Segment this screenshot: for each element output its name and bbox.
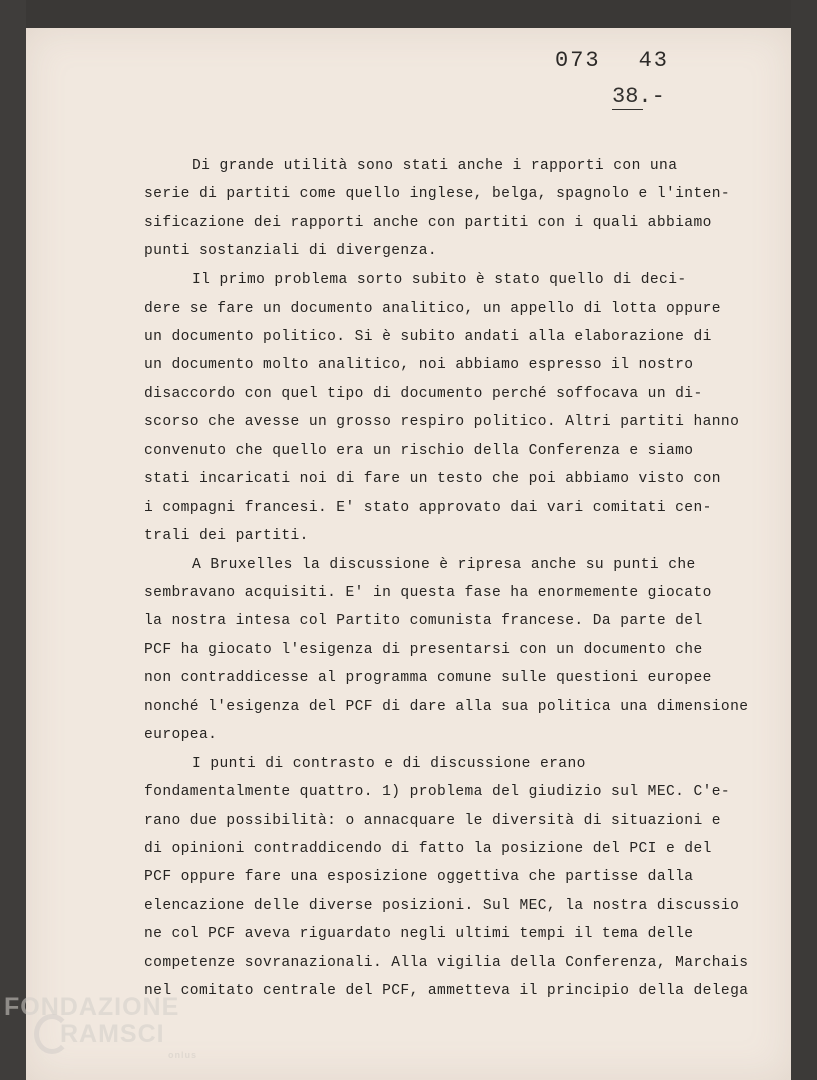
text-line: scorso che avesse un grosso respiro politico. Altri partiti hanno [144, 414, 740, 430]
text-line: dere se fare un documento analitico, un appello di lotta oppure [144, 301, 721, 317]
watermark-line-1: FONDAZIONE [4, 993, 180, 1021]
text-line: Di grande utilità sono stati anche i rapporti con una [192, 158, 678, 174]
text-line: serie di partiti come quello inglese, belga, spagnolo e l'inten- [144, 186, 731, 202]
text-line: sembravano acquisiti. E' in questa fase ha enormemente giocato [144, 585, 712, 601]
text-line: nonché l'esigenza del PCF di dare alla sua politica una dimensione [144, 699, 749, 715]
scan-border-right [791, 0, 817, 1080]
text-line: punti sostanziali di divergenza. [144, 243, 438, 259]
scan-border-left [0, 0, 26, 1080]
page-number: 38.- [612, 84, 665, 109]
text-line: europea. [144, 727, 218, 743]
text-line: convenuto che quello era un rischio della Conferenza e siamo [144, 443, 694, 459]
text-line: un documento molto analitico, noi abbiamo espresso il nostro [144, 357, 694, 373]
page-number-underline [612, 109, 643, 110]
text-line: sificazione dei rapporti anche con partiti con i quali abbiamo [144, 215, 712, 231]
text-line: un documento politico. Si è subito andati alla elaborazione di [144, 329, 712, 345]
text-line: non contraddicesse al programma comune sulle questioni europee [144, 670, 712, 686]
text-line: PCF oppure fare una esposizione oggettiva che partisse dalla [144, 869, 694, 885]
text-line: competenze sovranazionali. Alla vigilia della Conferenza, Marchais [144, 955, 749, 971]
scan-border-top [0, 0, 817, 28]
text-line: stati incaricati noi di fare un testo che poi abbiamo visto con [144, 471, 721, 487]
text-line: trali dei partiti. [144, 528, 309, 544]
text-line: I punti di contrasto e di discussione erano [192, 756, 586, 772]
text-line: elencazione delle diverse posizioni. Sul MEC, la nostra discussio [144, 898, 740, 914]
watermark-line-2: RAMSCI [60, 1020, 165, 1048]
text-line: nel comitato centrale del PCF, ammetteva il principio della delega [144, 983, 749, 999]
text-line: di opinioni contraddicendo di fatto la posizione del PCI e del [144, 841, 712, 857]
text-line: i compagni francesi. E' stato approvato dai vari comitati cen- [144, 500, 712, 516]
text-line: A Bruxelles la discussione è ripresa anche su punti che [192, 557, 696, 573]
text-line: ne col PCF aveva riguardato negli ultimi tempi il tema delle [144, 926, 694, 942]
text-line: disaccordo con quel tipo di documento perché soffocava un di- [144, 386, 703, 402]
text-line: fondamentalmente quattro. 1) problema del giudizio sul MEC. C'e- [144, 784, 731, 800]
text-line: PCF ha giocato l'esigenza di presentarsi con un documento che [144, 642, 703, 658]
watermark-small: onlus [168, 1050, 197, 1060]
stamp-number-1: 073 [555, 48, 601, 73]
text-line: rano due possibilità: o annacquare le diversità di situazioni e [144, 813, 721, 829]
text-line: la nostra intesa col Partito comunista francese. Da parte del [144, 613, 703, 629]
archive-stamp [555, 48, 669, 73]
stamp-number-2: 43 [638, 48, 670, 73]
text-line: Il primo problema sorto subito è stato quello di deci- [192, 272, 687, 288]
